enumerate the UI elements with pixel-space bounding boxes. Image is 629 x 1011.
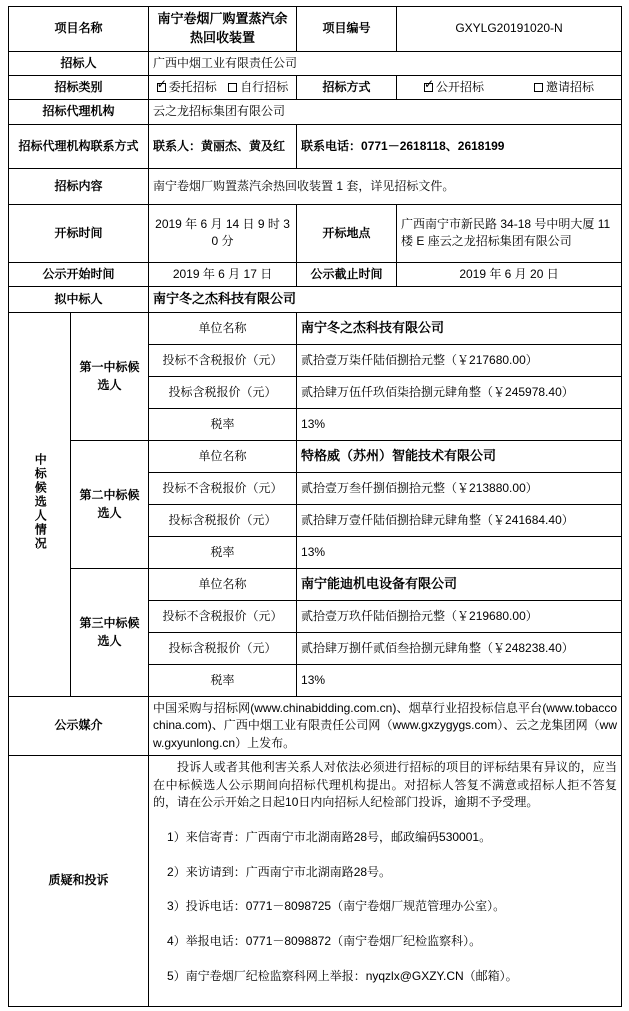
bid-type-option-label: 委托招标: [168, 80, 217, 95]
media-label: 公示媒介: [9, 697, 149, 756]
candidate-1-unit-name: 南宁冬之杰科技有限公司: [297, 313, 622, 345]
candidate-1-price-excl-tax: 贰拾壹万柒仟陆佰捌拾元整（￥217680.00）: [297, 345, 622, 377]
row-label-tax-rate: 税率: [149, 409, 297, 441]
table-row: [9, 76, 622, 100]
candidate-3-tax-rate: 13%: [297, 665, 622, 697]
open-time-value: 2019 年 6 月 14 日 9 时 30 分: [149, 204, 297, 262]
candidate-3-price-excl-tax: 贰拾壹万玖仟陆佰捌拾元整（￥219680.00）: [297, 601, 622, 633]
complaint-label: 质疑和投诉: [9, 756, 149, 1006]
table-row: [9, 569, 622, 601]
row-label-price-incl-tax: 投标含税报价（元）: [149, 505, 297, 537]
table-row: [9, 262, 622, 286]
open-place-value: 广西南宁市新民路 34-18 号中明大厦 11 楼 E 座云之龙招标集团有限公司: [397, 204, 622, 262]
bid-type-options: [149, 76, 297, 100]
complaint-item: 2）来访请到：广西南宁市北湖南路28号。: [167, 864, 392, 879]
row-label-unit-name: 单位名称: [149, 441, 297, 473]
bid-method-option-public[interactable]: [424, 79, 484, 96]
row-label-price-excl-tax: 投标不含税报价（元）: [149, 601, 297, 633]
content-label: 招标内容: [9, 168, 149, 204]
complaint-value: [149, 756, 622, 1006]
table-row: [9, 756, 622, 1006]
complaint-item: 5）南宁卷烟厂纪检监察科网上举报：nyqzlx@GXZY.CN（邮箱）。: [167, 968, 518, 983]
open-time-label: 开标时间: [9, 204, 149, 262]
candidate-2-rank: 第二中标候选人: [71, 441, 149, 569]
table-row: [9, 100, 622, 124]
row-label-tax-rate: 税率: [149, 537, 297, 569]
agency-label: 招标代理机构: [9, 100, 149, 124]
candidate-3-unit-name: 南宁能迪机电设备有限公司: [297, 569, 622, 601]
candidate-3-rank: 第三中标候选人: [71, 569, 149, 697]
tenderer-value: 广西中烟工业有限责任公司: [149, 51, 622, 75]
candidate-2-price-incl-tax: 贰拾肆万壹仟陆佰捌拾肆元肆角整（￥241684.40）: [297, 505, 622, 537]
bid-result-table: [8, 6, 622, 1007]
publicity-end-label: 公示截止时间: [297, 262, 397, 286]
bid-type-option-label: 自行招标: [240, 80, 289, 95]
candidate-1-tax-rate: 13%: [297, 409, 622, 441]
table-row: [9, 204, 622, 262]
row-label-price-excl-tax: 投标不含税报价（元）: [149, 345, 297, 377]
candidate-1-price-incl-tax: 贰拾肆万伍仟玖佰柒拾捌元肆角整（￥245978.40）: [297, 377, 622, 409]
agency-contact-label-text: 招标代理机构联系方式: [18, 138, 139, 153]
project-no-value: GXYLG20191020-N: [397, 7, 622, 52]
bid-method-label: 招标方式: [297, 76, 397, 100]
row-label-tax-rate: 税率: [149, 665, 297, 697]
complaint-item: 1）来信寄青：广西南宁市北湖南路28号，邮政编码530001。: [167, 829, 492, 844]
candidates-label-text: 中标候选人情况: [33, 452, 48, 551]
table-row: [9, 168, 622, 204]
bid-method-option-invited[interactable]: [534, 79, 594, 96]
publicity-start-value: 2019 年 6 月 17 日: [149, 262, 297, 286]
proposed-winner-label: 拟中标人: [9, 287, 149, 313]
bid-method-options: [397, 76, 622, 100]
agency-contact-phone: 联系电话：0771－2618118、2618199: [297, 124, 622, 168]
media-value: 中国采购与招标网(www.chinabidding.com.cn)、烟草行业招投标信息平台(www.tobaccochina.com)、广西中烟工业有限责任公司网（www.gxzygygs.com）、云之龙集团网（www.gxyunlong.cn）上发布。: [149, 697, 622, 756]
open-place-label: 开标地点: [297, 204, 397, 262]
table-row: [9, 697, 622, 756]
checkbox-checked-icon[interactable]: [157, 83, 166, 92]
candidate-1-rank: 第一中标候选人: [71, 313, 149, 441]
table-row: [9, 51, 622, 75]
candidates-label: [9, 313, 71, 697]
agency-contact-label: [9, 124, 149, 168]
project-name-label: 项目名称: [9, 7, 149, 52]
complaint-paragraph: 投诉人或者其他利害关系人对依法必须进行招标的项目的评标结果有异议的，应当在中标候选人公示期间向招标代理机构提出。对招标人答复不满意或招标人拒不答复的，请在公示开始之日起10日内向招标人纪检部门投诉，逾期不予受理。: [153, 760, 618, 810]
row-label-price-incl-tax: 投标含税报价（元）: [149, 633, 297, 665]
complaint-item: 3）投诉电话：0771－8098725（南宁卷烟厂规范管理办公室）。: [167, 899, 506, 914]
row-label-unit-name: 单位名称: [149, 313, 297, 345]
bid-method-option-label: 公开招标: [436, 80, 485, 95]
complaint-items: [153, 811, 617, 1002]
publicity-end-value: 2019 年 6 月 20 日: [397, 262, 622, 286]
candidate-2-price-excl-tax: 贰拾壹万叁仟捌佰捌拾元整（￥213880.00）: [297, 473, 622, 505]
publicity-start-label: 公示开始时间: [9, 262, 149, 286]
agency-value: 云之龙招标集团有限公司: [149, 100, 622, 124]
table-row: [9, 313, 622, 345]
table-row: [9, 7, 622, 52]
bid-type-option-self[interactable]: [228, 79, 288, 96]
table-row: [9, 441, 622, 473]
agency-contact-person: 联系人：黄丽杰、黄及红: [149, 124, 297, 168]
project-name-value: 南宁卷烟厂购置蒸汽余热回收装置: [149, 7, 297, 52]
row-label-price-excl-tax: 投标不含税报价（元）: [149, 473, 297, 505]
proposed-winner-value: 南宁冬之杰科技有限公司: [149, 287, 622, 313]
row-label-price-incl-tax: 投标含税报价（元）: [149, 377, 297, 409]
candidate-2-tax-rate: 13%: [297, 537, 622, 569]
bid-type-label: 招标类别: [9, 76, 149, 100]
complaint-item: 4）举报电话：0771－8098872（南宁卷烟厂纪检监察科）。: [167, 934, 482, 949]
candidate-3-price-incl-tax: 贰拾肆万捌仟贰佰叁拾捌元肆角整（￥248238.40）: [297, 633, 622, 665]
project-no-label: 项目编号: [297, 7, 397, 52]
checkbox-unchecked-icon[interactable]: [228, 83, 237, 92]
table-row: [9, 124, 622, 168]
table-row: [9, 287, 622, 313]
candidate-2-unit-name: 特格威（苏州）智能技术有限公司: [297, 441, 622, 473]
content-value: 南宁卷烟厂购置蒸汽余热回收装置 1 套，详见招标文件。: [149, 168, 622, 204]
bid-type-option-entrusted[interactable]: [157, 79, 217, 96]
checkbox-unchecked-icon[interactable]: [534, 83, 543, 92]
checkbox-checked-icon[interactable]: [424, 83, 433, 92]
bid-method-option-label: 邀请招标: [546, 80, 595, 95]
row-label-unit-name: 单位名称: [149, 569, 297, 601]
tenderer-label: 招标人: [9, 51, 149, 75]
